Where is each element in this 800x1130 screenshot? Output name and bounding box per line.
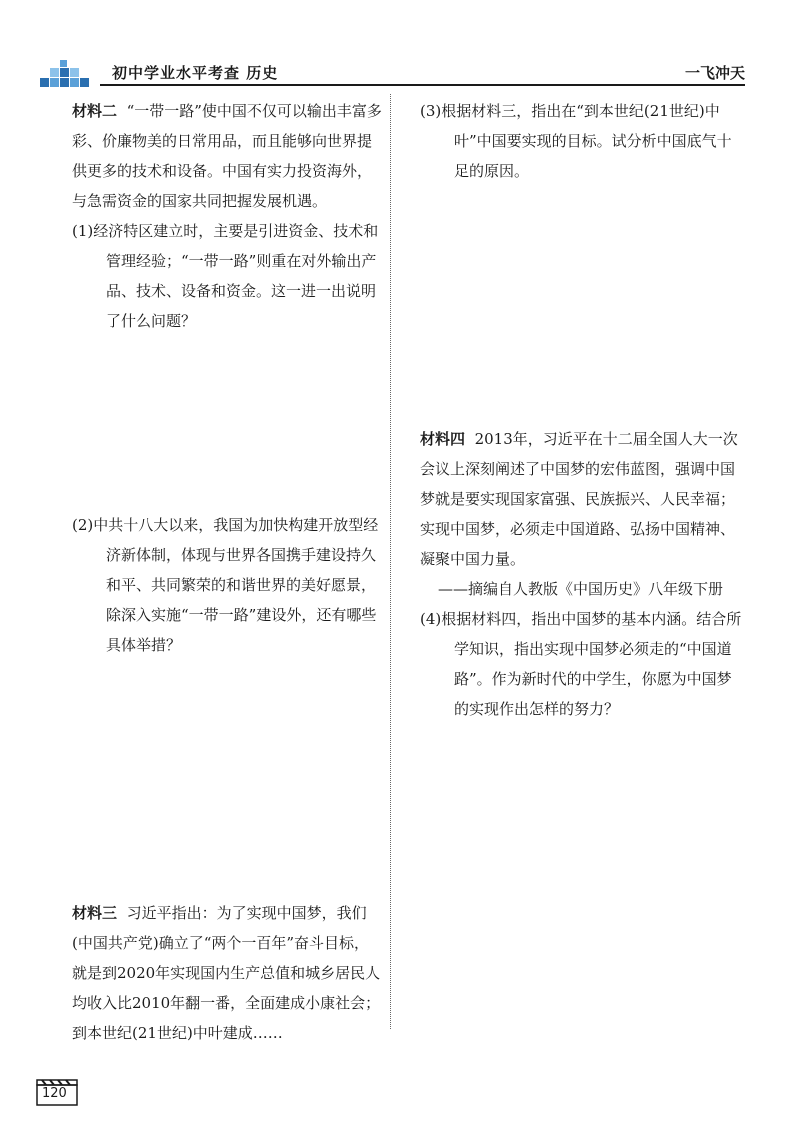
page-number-badge xyxy=(36,1078,80,1108)
left-column-middle xyxy=(72,510,384,660)
material-4-text: 2013年，习近平在十二届全国人大一次会议上深刻阐述了中国梦的宏伟蓝图，强调中国梦就是要实现国家富强、民族振兴、人民幸福；实现中国梦，必须走中国道路、弘扬中国精神、凝聚中国力量。 xyxy=(420,430,738,568)
right-column-top xyxy=(420,96,742,186)
material-2-text: “一带一路”使中国不仅可以输出丰富多彩、价廉物美的日常用品，而且能够向世界提供更多的技术和设备。中国有实力投资海外，与急需资金的国家共同把握发展机遇。 xyxy=(72,102,382,210)
question-4: (4)根据材料四，指出中国梦的基本内涵。结合所学知识，指出实现中国梦必须走的“中国道路”。作为新时代的中学生，你愿为中国梦的实现作出怎样的努力？ xyxy=(420,610,742,718)
header-brand: 一飞冲天 xyxy=(684,64,745,82)
material-3-label: 材料三 xyxy=(72,904,118,922)
column-divider xyxy=(390,94,391,1029)
logo-blocks-icon xyxy=(40,60,98,90)
question-1: (1)经济特区建立时，主要是引进资金、技术和管理经验；“一带一路”则重在对外输出产品、技术、设备和资金。这一进一出说明了什么问题？ xyxy=(72,222,379,330)
left-column-top xyxy=(72,96,384,336)
material-2-label: 材料二 xyxy=(72,102,118,120)
right-column-bottom xyxy=(420,424,742,724)
question-3: (3)根据材料三，指出在“到本世纪(21世纪)中叶”中国要实现的目标。试分析中国底气十足的原因。 xyxy=(420,102,732,180)
page-header xyxy=(40,58,745,92)
question-2: (2)中共十八大以来，我国为加快构建开放型经济新体制，体现与世界各国携手建设持久和平、共同繁荣的和谐世界的美好愿景，除深入实施“一带一路”建设外，还有哪些具体举措？ xyxy=(72,516,379,654)
material-4-source: ——摘编自人教版《中国历史》八年级下册 xyxy=(438,580,724,598)
page-number: 120 xyxy=(42,1086,67,1101)
material-2 xyxy=(72,96,384,216)
left-column-bottom xyxy=(72,898,384,1048)
material-3 xyxy=(72,898,384,1048)
material-3-text: 习近平指出：为了实现中国梦，我们(中国共产党)确立了“两个一百年”奋斗目标，就是到2020年实现国内生产总值和城乡居民人均收入比2010年翻一番，全面建成小康社会；到本世纪(21世纪)中叶建成…… xyxy=(72,904,381,1042)
header-rule xyxy=(100,84,745,86)
header-title: 初中学业水平考查 历史 xyxy=(112,64,279,82)
material-4-label: 材料四 xyxy=(420,430,466,448)
material-4 xyxy=(420,424,742,574)
